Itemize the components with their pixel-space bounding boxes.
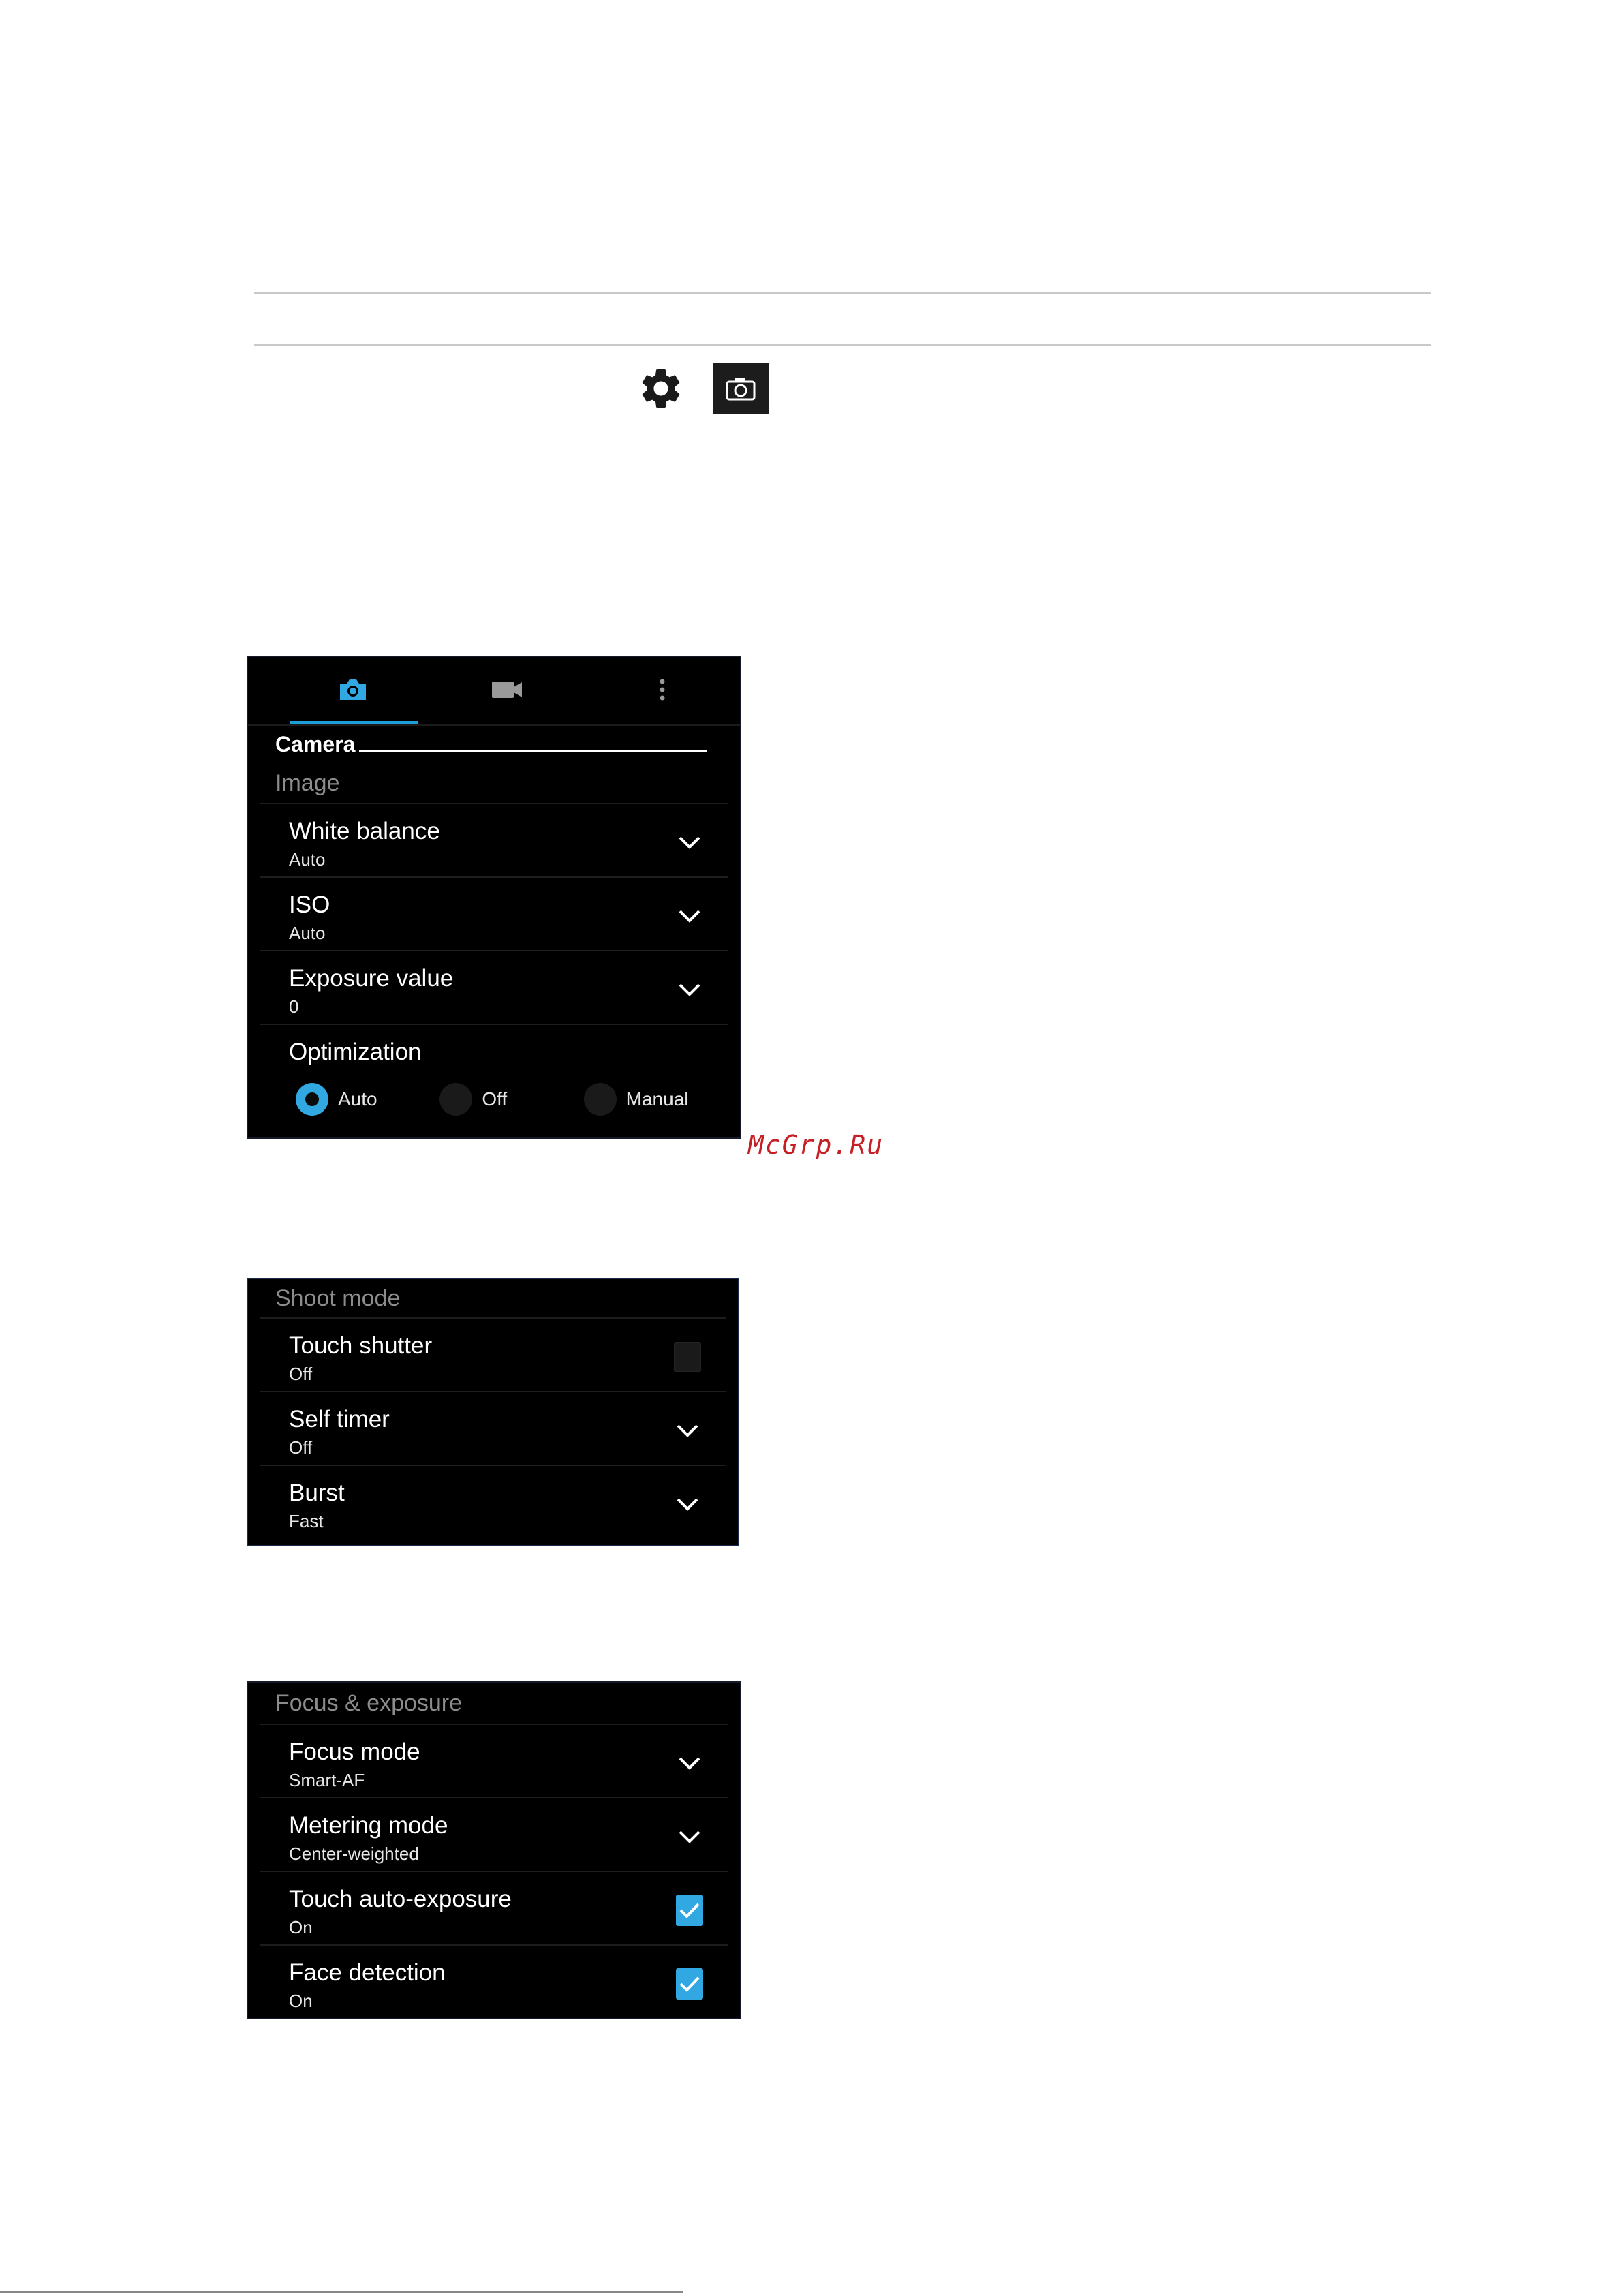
camera-title-line <box>359 750 707 752</box>
setting-value: Off <box>289 1364 313 1384</box>
setting-title: Exposure value <box>289 965 454 992</box>
radio-option-off[interactable] <box>439 1083 583 1116</box>
setting-value: Auto <box>289 923 326 943</box>
radio-option-manual[interactable] <box>584 1083 728 1116</box>
tab-camera[interactable] <box>275 657 430 722</box>
setting-row-metering-mode[interactable] <box>260 1797 728 1871</box>
setting-row-exposure-value[interactable] <box>260 950 728 1024</box>
setting-title: ISO <box>289 891 330 918</box>
camera-heading <box>248 725 740 763</box>
setting-value: Smart-AF <box>289 1770 365 1790</box>
camera-mode-icon <box>713 363 769 414</box>
setting-title: Optimization <box>289 1039 422 1065</box>
setting-title: Metering mode <box>289 1812 448 1839</box>
chevron-down-icon[interactable] <box>676 1749 703 1777</box>
watermark: McGrp.Ru <box>748 1130 884 1160</box>
setting-row-focus-mode[interactable] <box>260 1724 728 1797</box>
chevron-down-icon[interactable] <box>676 902 703 930</box>
setting-value: Center-weighted <box>289 1843 419 1864</box>
setting-title: Self timer <box>289 1406 390 1433</box>
tab-video[interactable] <box>430 657 585 722</box>
chevron-down-icon[interactable] <box>676 829 703 856</box>
setting-title: Face detection <box>289 1959 446 1986</box>
checkbox-unchecked[interactable] <box>674 1343 701 1371</box>
setting-title: Touch shutter <box>289 1332 433 1359</box>
second-rule <box>254 344 1431 346</box>
setting-row-touch-shutter[interactable] <box>260 1317 726 1391</box>
top-icons <box>634 361 769 416</box>
setting-value: On <box>289 1991 313 2011</box>
setting-value: Off <box>289 1437 313 1458</box>
setting-title: Touch auto-exposure <box>289 1886 512 1912</box>
setting-value: 0 <box>289 996 299 1017</box>
camera-title: Camera <box>275 731 356 756</box>
settings-icon <box>634 361 688 416</box>
chevron-down-icon[interactable] <box>676 976 703 1003</box>
optimization-radio-group <box>296 1083 728 1116</box>
more-vertical-icon <box>658 677 666 702</box>
focus-exposure-panel <box>247 1681 741 2019</box>
radio-label: Off <box>482 1088 508 1109</box>
radio-button[interactable] <box>584 1083 617 1116</box>
setting-title: White balance <box>289 818 440 844</box>
setting-title: Focus mode <box>289 1739 420 1765</box>
shoot-mode-panel <box>247 1278 739 1546</box>
checkbox-checked[interactable] <box>676 1897 703 1924</box>
setting-row-touch-auto-exposure[interactable] <box>260 1871 728 1944</box>
radio-label: Manual <box>625 1088 689 1109</box>
chevron-down-icon[interactable] <box>676 1823 703 1850</box>
checkbox-checked[interactable] <box>676 1970 703 1997</box>
radio-button[interactable] <box>439 1083 472 1116</box>
setting-row-white-balance[interactable] <box>260 803 728 876</box>
setting-row-self-timer[interactable] <box>260 1391 726 1465</box>
setting-row-iso[interactable] <box>260 876 728 950</box>
chevron-down-icon[interactable] <box>674 1417 701 1444</box>
video-camera-icon <box>491 679 525 701</box>
radio-label: Auto <box>338 1088 377 1109</box>
radio-option-auto[interactable] <box>296 1083 439 1116</box>
setting-value: Fast <box>289 1511 324 1531</box>
setting-row-optimization <box>260 1024 728 1139</box>
section-header-focus-exposure: Focus & exposure <box>275 1689 463 1716</box>
radio-button-selected[interactable] <box>296 1083 328 1116</box>
camera-settings-panel <box>247 656 741 1139</box>
tab-more[interactable] <box>585 657 740 722</box>
settings-tabs <box>248 657 740 725</box>
check-icon <box>679 1975 700 1993</box>
top-rule <box>254 292 1431 294</box>
bottom-rule <box>0 2291 683 2293</box>
setting-value: Auto <box>289 849 326 870</box>
check-icon <box>679 1901 700 1919</box>
camera-icon <box>337 677 369 702</box>
section-header-image: Image <box>275 769 340 796</box>
setting-row-face-detection[interactable] <box>260 1944 728 2018</box>
chevron-down-icon[interactable] <box>674 1490 701 1518</box>
section-header-shoot-mode: Shoot mode <box>275 1285 401 1311</box>
setting-title: Burst <box>289 1480 345 1506</box>
setting-row-burst[interactable] <box>260 1465 726 1538</box>
setting-value: On <box>289 1917 313 1938</box>
